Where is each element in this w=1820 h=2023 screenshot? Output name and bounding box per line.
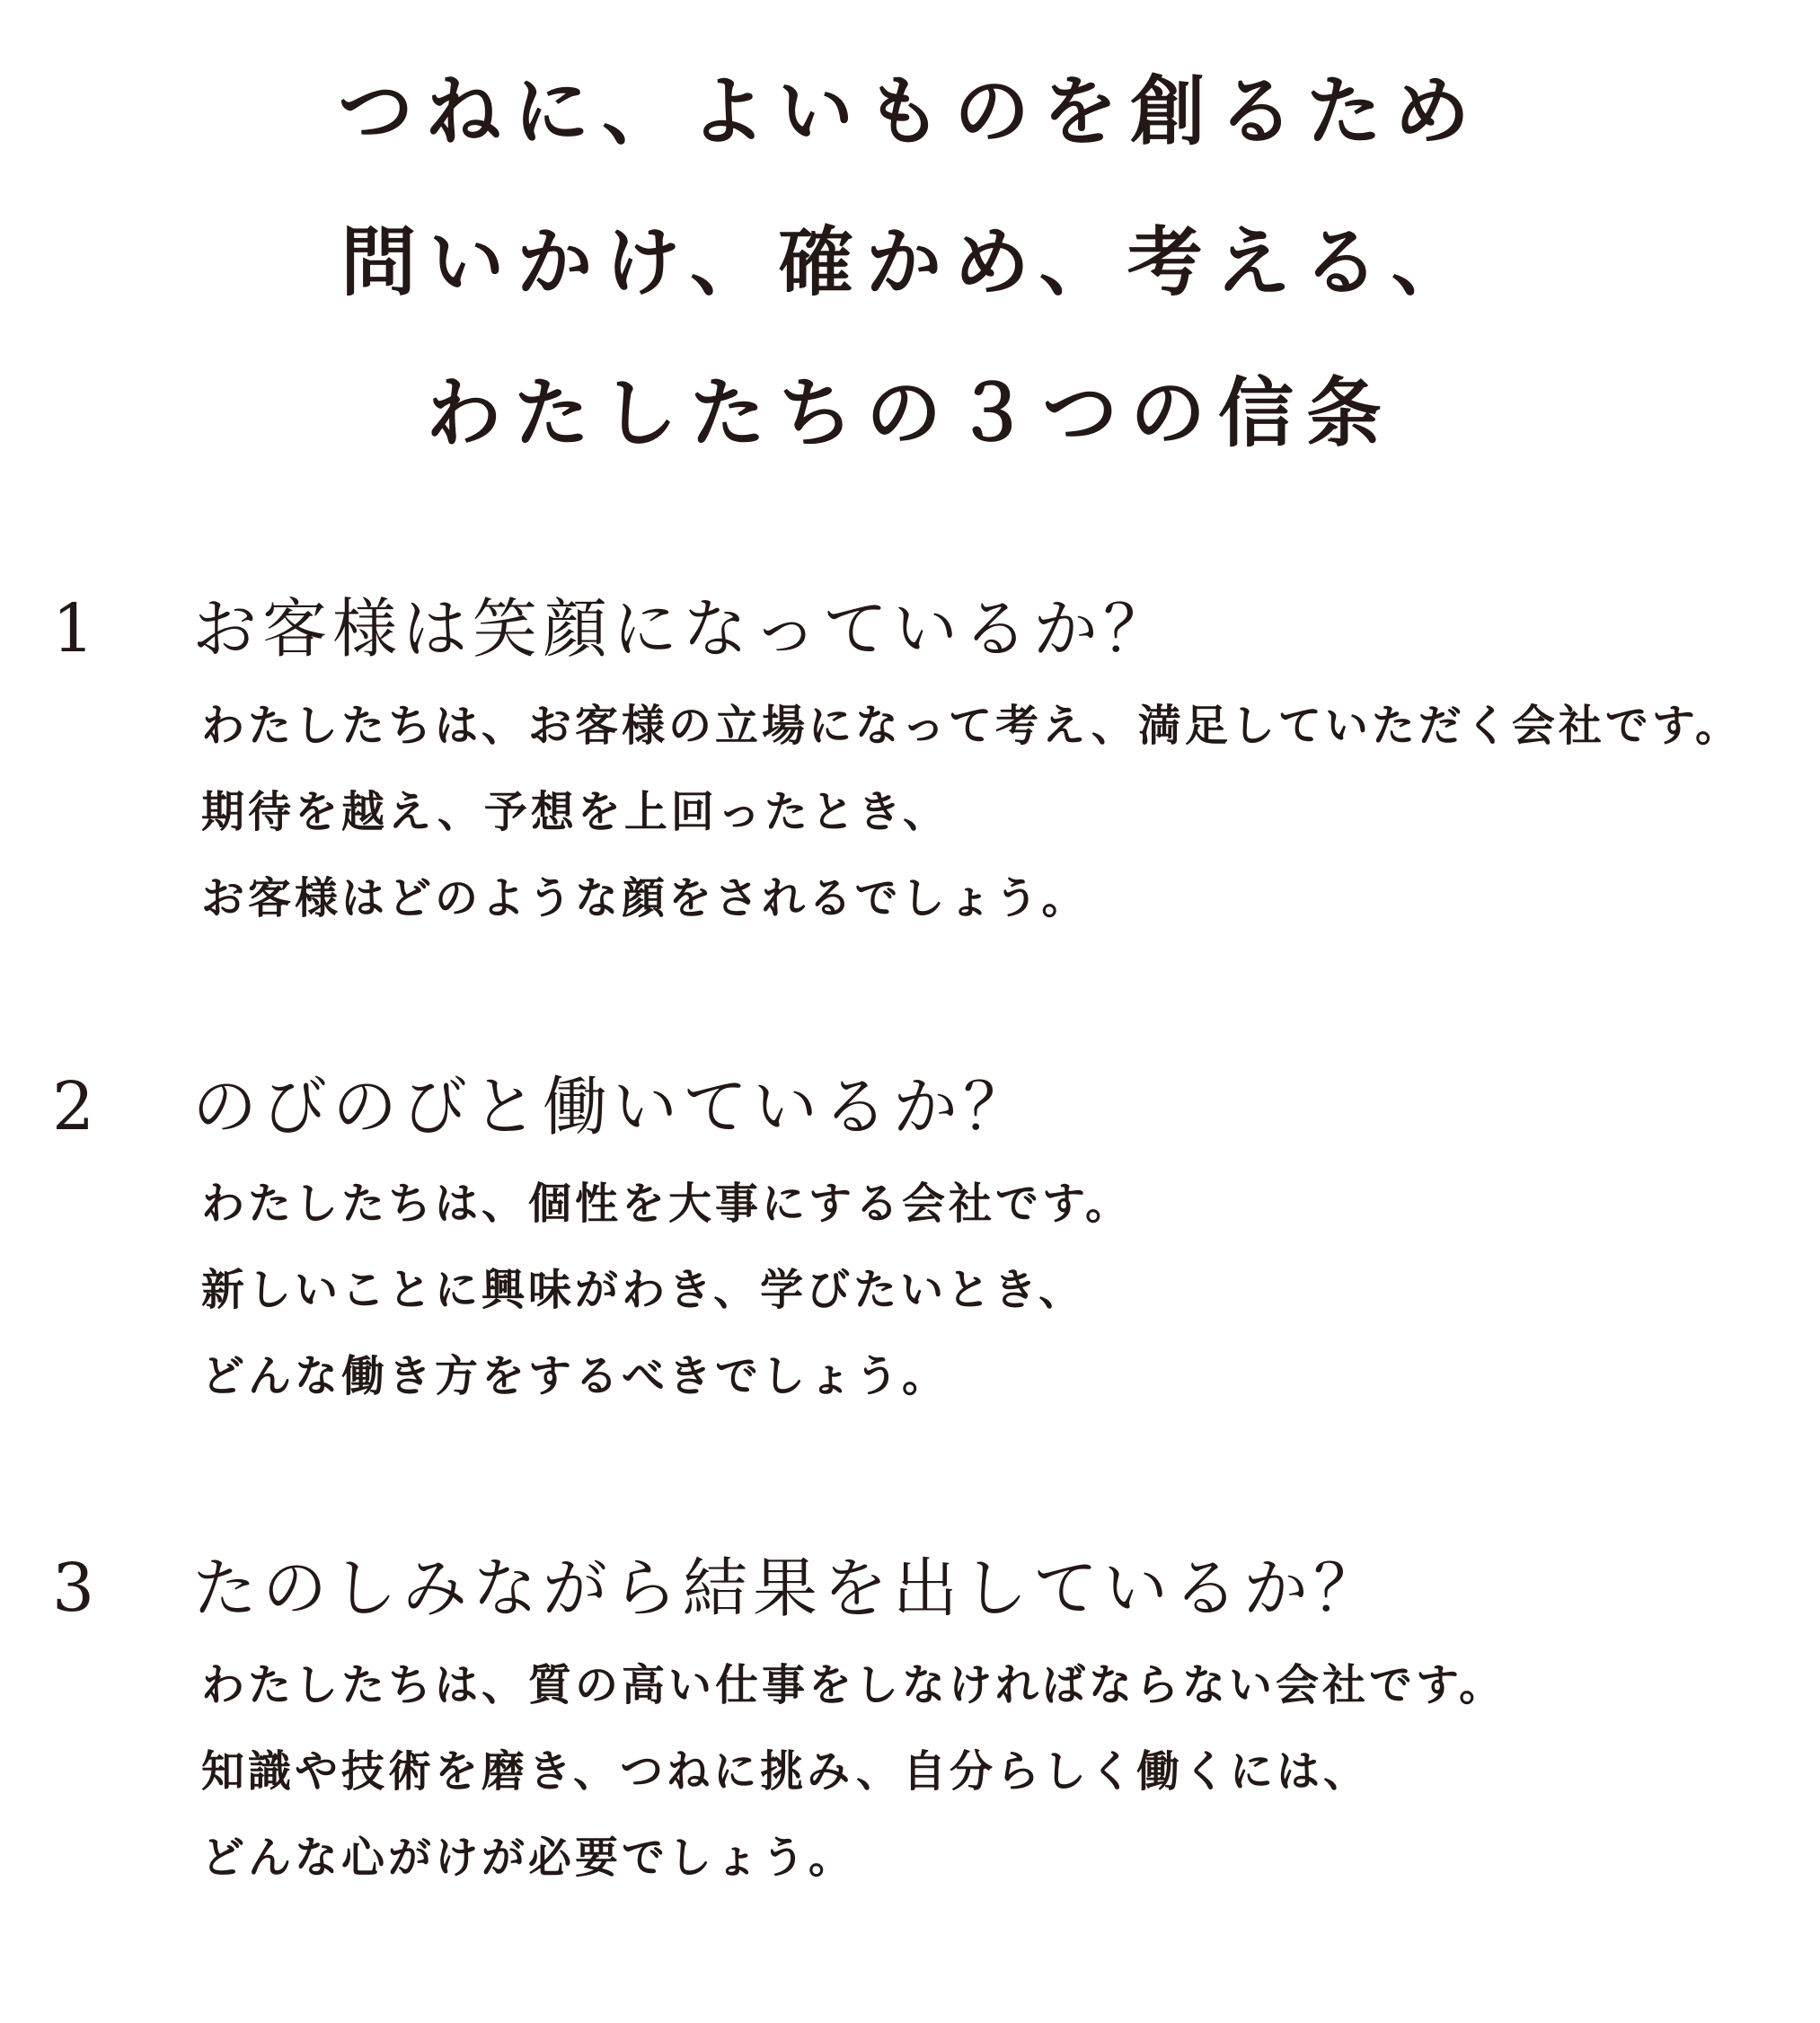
principle-body-line: わたしたちは、質の高い仕事をしなければならない会社です。 — [201, 1660, 1506, 1710]
principle-3 — [0, 1534, 1820, 1883]
principle-body — [201, 1642, 1506, 1901]
principle-title-row — [0, 1534, 1820, 1642]
principle-body — [201, 683, 1742, 941]
heading-line-2: 問いかけ、確かめ、考える、 — [340, 217, 1480, 306]
principle-title: お客様は笑顔になっているか？ — [192, 591, 1174, 667]
heading-line-1: つねに、よいものを創るため — [337, 66, 1482, 155]
principle-body-line: お客様はどのような顔をされるでしょう。 — [201, 873, 1089, 923]
heading-line-3: わたしたちの３つの信条 — [425, 368, 1394, 457]
principle-title: のびのびと働いているか？ — [192, 1069, 1034, 1144]
principle-number: 2 — [52, 1068, 95, 1145]
principle-1 — [0, 575, 1820, 923]
principle-title-row — [0, 1053, 1820, 1161]
principle-number: 3 — [52, 1550, 95, 1627]
principle-number: 1 — [52, 590, 95, 667]
principle-body-line: 期待を越え、予想を上回ったとき、 — [201, 787, 950, 837]
principle-2 — [0, 1053, 1820, 1401]
principle-body-line: どんな心がけが必要でしょう。 — [201, 1833, 856, 1883]
principle-title: たのしみながら結果を出しているか？ — [192, 1550, 1384, 1626]
principle-body-line: 新しいことに興味がわき、学びたいとき、 — [201, 1265, 1086, 1315]
principle-body-line: わたしたちは、個性を大事にする会社です。 — [201, 1179, 1133, 1229]
principle-title-row — [0, 575, 1820, 683]
page-heading — [0, 36, 1820, 489]
principle-body-line: 知識や技術を磨き、つねに挑み、自分らしく働くには、 — [201, 1746, 1370, 1797]
principle-body-line: どんな働き方をするべきでしょう。 — [201, 1351, 950, 1401]
principle-body-line: わたしたちは、お客様の立場になって考え、満足していただく会社です。 — [201, 701, 1743, 751]
principle-body — [201, 1161, 1132, 1419]
